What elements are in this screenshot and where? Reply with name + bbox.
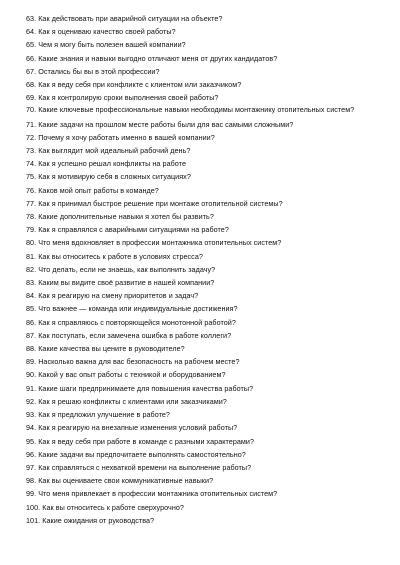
list-item: 90. Какой у вас опыт работы с техникой и оборудованием? bbox=[26, 370, 226, 380]
list-item: 76. Каков мой опыт работы в команде? bbox=[26, 185, 159, 195]
list-item: 72. Почему я хочу работать именно в вашей компании? bbox=[26, 132, 215, 142]
list-item: 74. Как я успешно решал конфликты на работе bbox=[26, 159, 186, 169]
list-item: 96. Какие задачи вы предпочитаете выполнять самостоятельно? bbox=[26, 449, 246, 459]
list-item: 92. Как я решаю конфликты с клиентами или заказчиками? bbox=[26, 396, 227, 406]
list-item: 85. Что важнее — команда или индивидуальные достижения? bbox=[26, 304, 238, 314]
list-item: 99. Что меня привлекает в профессии монтажника отопительных систем? bbox=[26, 489, 278, 499]
list-item: 94. Как я реагирую на внезапные изменения условий работы? bbox=[26, 423, 238, 433]
list-item: 68. Как я веду себя при конфликте с клиентом или заказчиком? bbox=[26, 80, 242, 90]
list-item: 86. Как я справляюсь с повторяющейся монотонной работой? bbox=[26, 317, 236, 327]
list-item: 79. Как я справлялся с аварийными ситуациями на работе? bbox=[26, 225, 229, 235]
list-item: 87. Как поступать, если замечена ошибка в работе коллеги? bbox=[26, 330, 232, 340]
list-item: 95. Как я веду себя при работе в команде с разными характерами? bbox=[26, 436, 255, 446]
list-item: 100. Как вы относитесь к работе сверхурочно? bbox=[26, 502, 184, 512]
list-item: 84. Как я реагирую на смену приоритетов и задач? bbox=[26, 291, 199, 301]
question-list bbox=[26, 12, 376, 527]
list-item: 83. Каким вы видите своё развитие в нашей компании? bbox=[26, 278, 215, 288]
list-item: 77. Как я принимал быстрое решение при монтаже отопительной системы? bbox=[26, 198, 283, 208]
list-item: 98. Как вы оцениваете свои коммуникативные навыки? bbox=[26, 476, 214, 486]
list-item: 73. Как выглядит мой идеальный рабочий день? bbox=[26, 146, 191, 156]
list-item: 70. Какие ключевые профессиональные навыки необходимы монтажнику отопительных систем? bbox=[26, 105, 355, 115]
list-item: 78. Какие дополнительные навыки я хотел бы развить? bbox=[26, 212, 214, 222]
list-item: 66. Какие знания и навыки выгодно отличают меня от других кандидатов? bbox=[26, 53, 278, 63]
list-item: 81. Как вы относитесь к работе в условиях стресса? bbox=[26, 251, 203, 261]
list-item: 82. Что делать, если не знаешь, как выполнить задачу? bbox=[26, 264, 216, 274]
list-item: 67. Остались бы вы в этой профессии? bbox=[26, 66, 160, 76]
list-item: 91. Какие шаги предпринимаете для повышения качества работы? bbox=[26, 383, 254, 393]
list-item: 101. Какие ожидания от руководства? bbox=[26, 515, 155, 525]
list-item: 97. Как справляться с нехваткой времени на выполнение работы? bbox=[26, 462, 252, 472]
list-item: 80. Что меня вдохновляет в профессии монтажника отопительных систем? bbox=[26, 238, 282, 248]
list-item: 63. Как действовать при аварийной ситуации на объекте? bbox=[26, 14, 223, 23]
list-item: 64. Как я оцениваю качество своей работы? bbox=[26, 27, 176, 37]
list-item: 65. Чем я могу быть полезен вашей компании? bbox=[26, 40, 186, 50]
list-item: 89. Насколько важна для вас безопасность на рабочем месте? bbox=[26, 357, 240, 367]
list-item: 93. Как я предложил улучшение в работе? bbox=[26, 410, 170, 420]
list-item: 75. Как я мотивирую себя в сложных ситуациях? bbox=[26, 172, 191, 182]
list-item: 69. Как я контролирую сроки выполнения своей работы? bbox=[26, 93, 219, 103]
list-item: 71. Какие задачи на прошлом месте работы были для вас самыми сложными? bbox=[26, 119, 294, 129]
list-item: 88. Какие качества вы цените в руководителе? bbox=[26, 344, 185, 354]
